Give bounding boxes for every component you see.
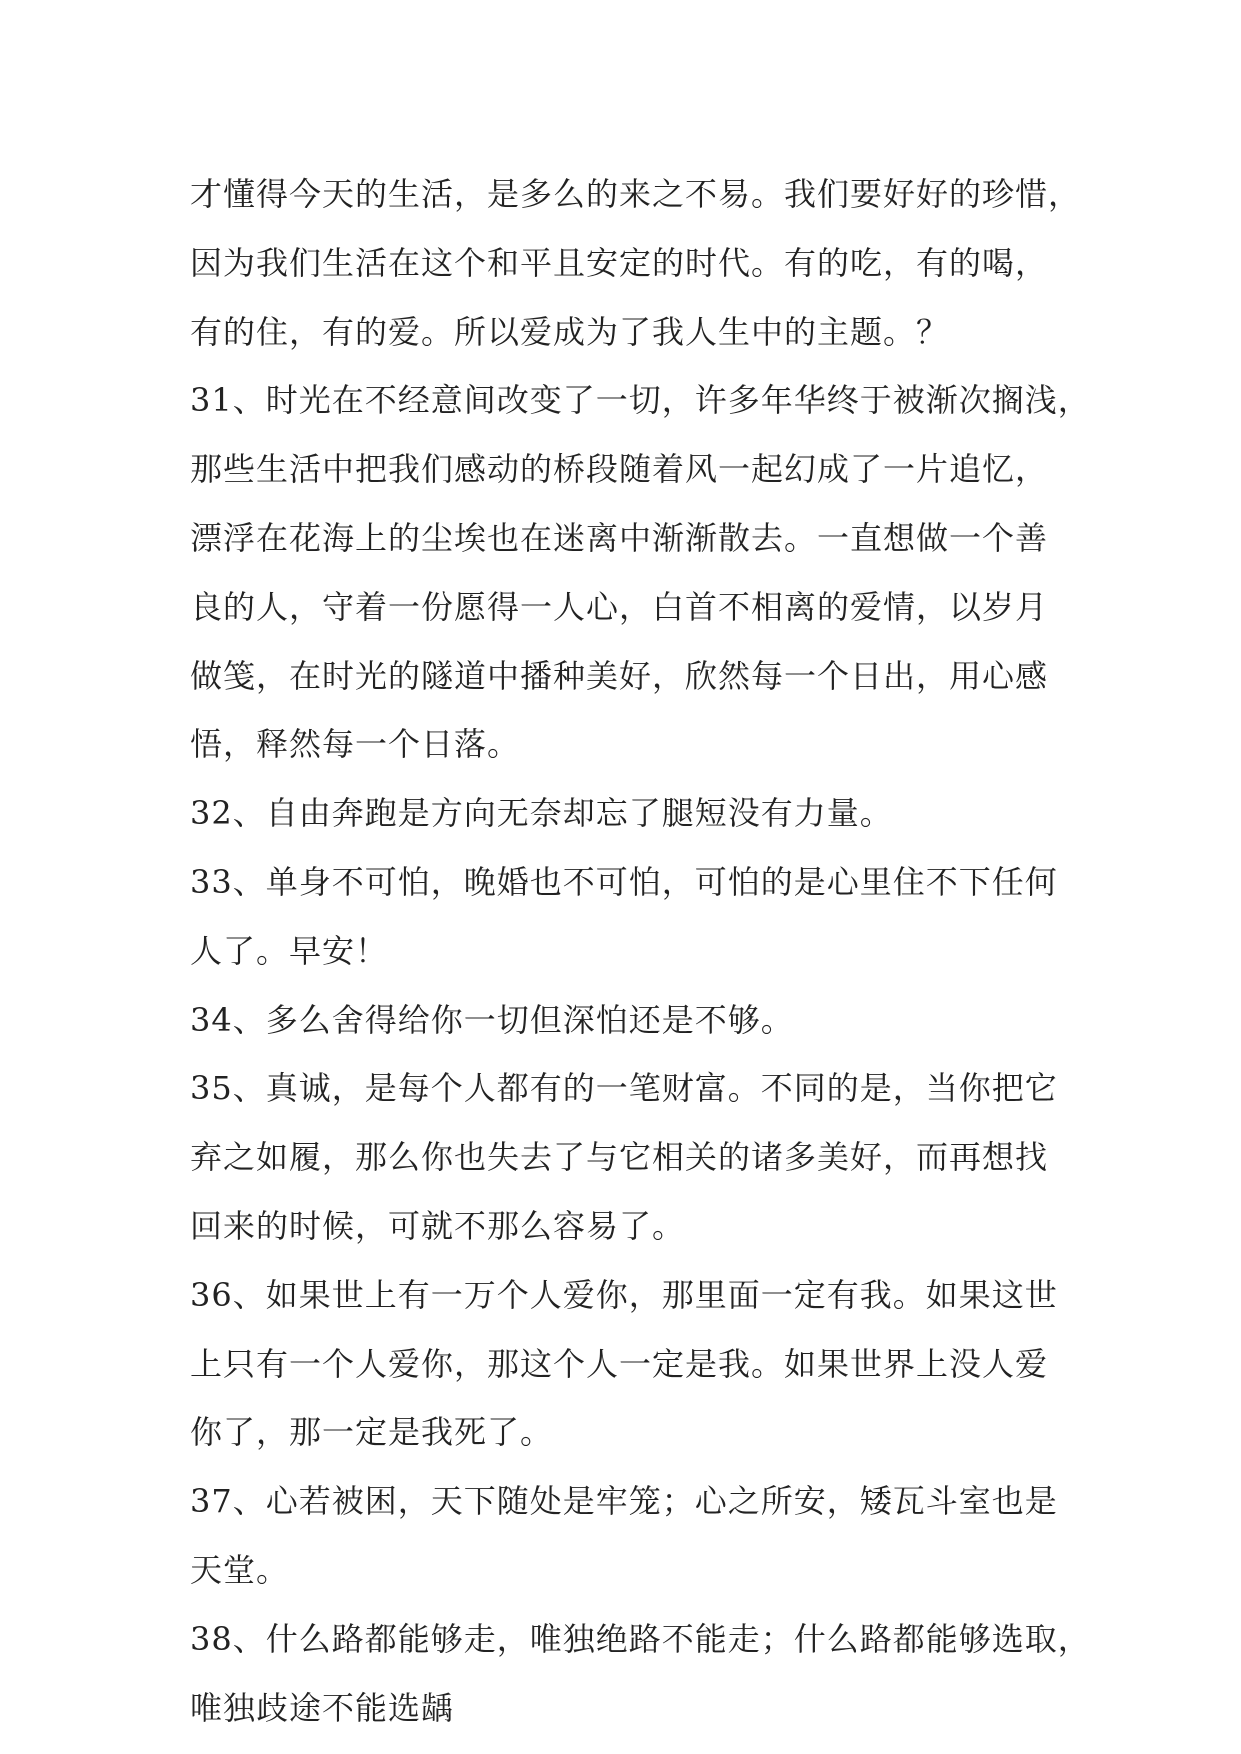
text-line: 34、多么舍得给你一切但深怕还是不够。 xyxy=(190,1000,794,1039)
text-line: 35、真诚，是每个人都有的一笔财富。不同的是，当你把它 xyxy=(190,1069,1058,1108)
text-line: 弃之如履，那么你也失去了与它相关的诸多美好，而再想找 xyxy=(190,1138,1049,1177)
text-line: 那些生活中把我们感动的桥段随着风一起幻成了一片追忆， xyxy=(190,450,1049,489)
text-line: 31、时光在不经意间改变了一切，许多年华终于被渐次搁浅， xyxy=(190,381,1091,420)
text-line: 才懂得今天的生活，是多么的来之不易。我们要好好的珍惜， xyxy=(190,175,1082,213)
text-line: 悟，释然每一个日落。 xyxy=(190,725,521,764)
text-line: 37、心若被困，天下随处是牢笼；心之所安，矮瓦斗室也是 xyxy=(190,1482,1058,1521)
text-line: 上只有一个人爱你，那这个人一定是我。如果世界上没人爱 xyxy=(190,1344,1049,1383)
text-line: 良的人，守着一份愿得一人心，白首不相离的爱情，以岁月 xyxy=(190,587,1049,626)
text-line: 人了。早安！ xyxy=(190,931,389,970)
document-body xyxy=(190,160,1091,1742)
text-line: 天堂。 xyxy=(190,1550,290,1589)
text-line: 有的住，有的爱。所以爱成为了我人生中的主题。？ xyxy=(190,312,950,351)
text-line: 因为我们生活在这个和平且安定的时代。有的吃，有的喝， xyxy=(190,243,1049,282)
text-line: 32、自由奔跑是方向无奈却忘了腿短没有力量。 xyxy=(190,794,893,833)
text-line: 做笺，在时光的隧道中播种美好，欣然每一个日出，用心感 xyxy=(190,656,1049,695)
text-line: 36、如果世上有一万个人爱你，那里面一定有我。如果这世 xyxy=(190,1275,1058,1314)
text-line: 唯独歧途不能选龋 xyxy=(190,1688,455,1727)
text-line: 漂浮在花海上的尘埃也在迷离中渐渐散去。一直想做一个善 xyxy=(190,518,1049,557)
text-line: 回来的时候，可就不那么容易了。 xyxy=(190,1206,686,1245)
text-line: 你了，那一定是我死了。 xyxy=(190,1413,554,1452)
text-line: 38、什么路都能够走，唯独绝路不能走；什么路都能够选取， xyxy=(190,1619,1091,1658)
text-line: 33、单身不可怕，晚婚也不可怕，可怕的是心里住不下任何 xyxy=(190,862,1058,901)
